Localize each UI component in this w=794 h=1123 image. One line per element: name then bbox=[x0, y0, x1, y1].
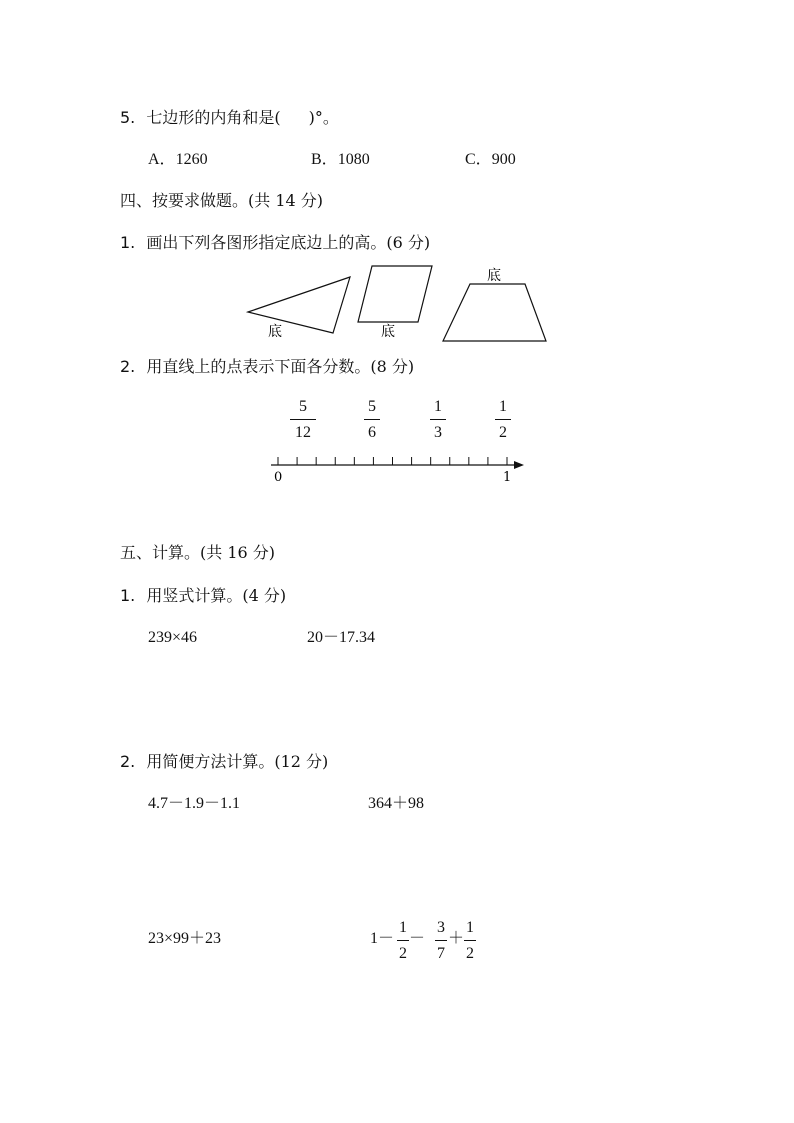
option-b-label: B． bbox=[311, 151, 338, 168]
fraction-5-6 bbox=[364, 398, 380, 442]
number-line-start-label: 0 bbox=[274, 470, 283, 485]
fraction-1-3 bbox=[430, 398, 446, 442]
parallelogram-base-label: 底 bbox=[381, 324, 395, 340]
option-a-value: 1260 bbox=[175, 151, 208, 168]
fraction-denominator: 2 bbox=[399, 945, 407, 962]
expr-239x46: 239×46 bbox=[148, 629, 198, 646]
s4-q2-text: 用直线上的点表示下面各分数。(8 分) bbox=[146, 357, 415, 376]
fraction-numerator: 1 bbox=[434, 398, 442, 415]
fraction-numerator: 5 bbox=[368, 398, 376, 415]
fraction-bar bbox=[430, 419, 446, 420]
fraction-numerator: 1 bbox=[499, 398, 507, 415]
section-4-title: 四、按要求做题。(共 14 分) bbox=[120, 191, 324, 210]
expr-364-98: 364＋98 bbox=[368, 795, 425, 812]
number-line-arrowhead bbox=[514, 461, 524, 469]
fraction-bar bbox=[397, 940, 409, 941]
option-c-label: C． bbox=[465, 151, 492, 168]
fraction-denominator: 2 bbox=[466, 945, 474, 962]
s5-q2-number: 2. bbox=[120, 752, 136, 771]
s4-q1-text: 画出下列各图形指定底边上的高。(6 分) bbox=[146, 233, 431, 252]
s4-q2-line bbox=[120, 357, 414, 377]
s4-q1-line bbox=[120, 233, 430, 253]
option-c-value: 900 bbox=[491, 151, 516, 168]
expr-20-17-34: 20－17.34 bbox=[307, 629, 376, 646]
fraction-denominator: 7 bbox=[437, 945, 445, 962]
fraction-numerator: 1 bbox=[466, 919, 474, 936]
section-5-title: 五、计算。(共 16 分) bbox=[120, 543, 276, 562]
expr-4-7: 4.7－1.9－1.1 bbox=[148, 795, 241, 812]
fraction-bar bbox=[495, 419, 511, 420]
fraction-numerator: 3 bbox=[437, 919, 445, 936]
expr-fraction-1-2-a bbox=[397, 919, 409, 963]
expr-fraction-3-7 bbox=[435, 919, 447, 963]
fraction-bar bbox=[464, 940, 476, 941]
fraction-1-2 bbox=[495, 398, 511, 442]
number-line-ticks bbox=[278, 457, 507, 465]
expr-23x99: 23×99＋23 bbox=[148, 930, 222, 947]
s5-q2-text: 用简便方法计算。(12 分) bbox=[146, 752, 329, 771]
q5-option-c[interactable] bbox=[465, 150, 516, 170]
fraction-denominator: 2 bbox=[499, 424, 507, 441]
fraction-bar bbox=[290, 419, 316, 420]
fraction-bar bbox=[364, 419, 380, 420]
expr-op-minus: － bbox=[409, 930, 426, 947]
s4-q2-number: 2. bbox=[120, 357, 136, 376]
fraction-denominator: 12 bbox=[295, 424, 311, 441]
number-line-end-label: 1 bbox=[503, 470, 512, 485]
q5-option-a[interactable] bbox=[148, 150, 208, 170]
q5-line bbox=[120, 108, 339, 128]
s5-q1-number: 1. bbox=[120, 586, 136, 605]
fraction-numerator: 5 bbox=[299, 398, 307, 415]
option-b-value: 1080 bbox=[337, 151, 370, 168]
expr-fraction-1-2-b bbox=[464, 919, 476, 963]
trapezoid-shape[interactable] bbox=[443, 284, 546, 341]
option-a-label: A． bbox=[148, 151, 176, 168]
q5-number: 5. bbox=[120, 108, 136, 127]
s4-q1-number: 1. bbox=[120, 233, 136, 252]
triangle-shape[interactable] bbox=[248, 277, 350, 333]
expr-op-plus: ＋ bbox=[448, 930, 465, 947]
expr-fraction-lead: 1－ bbox=[370, 930, 395, 947]
fraction-numerator: 1 bbox=[399, 919, 407, 936]
fraction-5-12 bbox=[290, 398, 316, 442]
q5-option-b[interactable] bbox=[311, 150, 370, 170]
fraction-denominator: 3 bbox=[434, 424, 442, 441]
fraction-denominator: 6 bbox=[368, 424, 376, 441]
q5-stem: 七边形的内角和是( bbox=[146, 108, 281, 127]
s5-q1-text: 用竖式计算。(4 分) bbox=[146, 586, 287, 605]
trapezoid-base-label: 底 bbox=[487, 268, 501, 284]
parallelogram-shape[interactable] bbox=[358, 266, 432, 322]
q5-stem-end: )°。 bbox=[308, 108, 339, 127]
fraction-bar bbox=[435, 940, 447, 941]
s5-q1-line bbox=[120, 586, 286, 606]
s5-q2-line bbox=[120, 752, 328, 772]
triangle-base-label: 底 bbox=[268, 324, 282, 340]
